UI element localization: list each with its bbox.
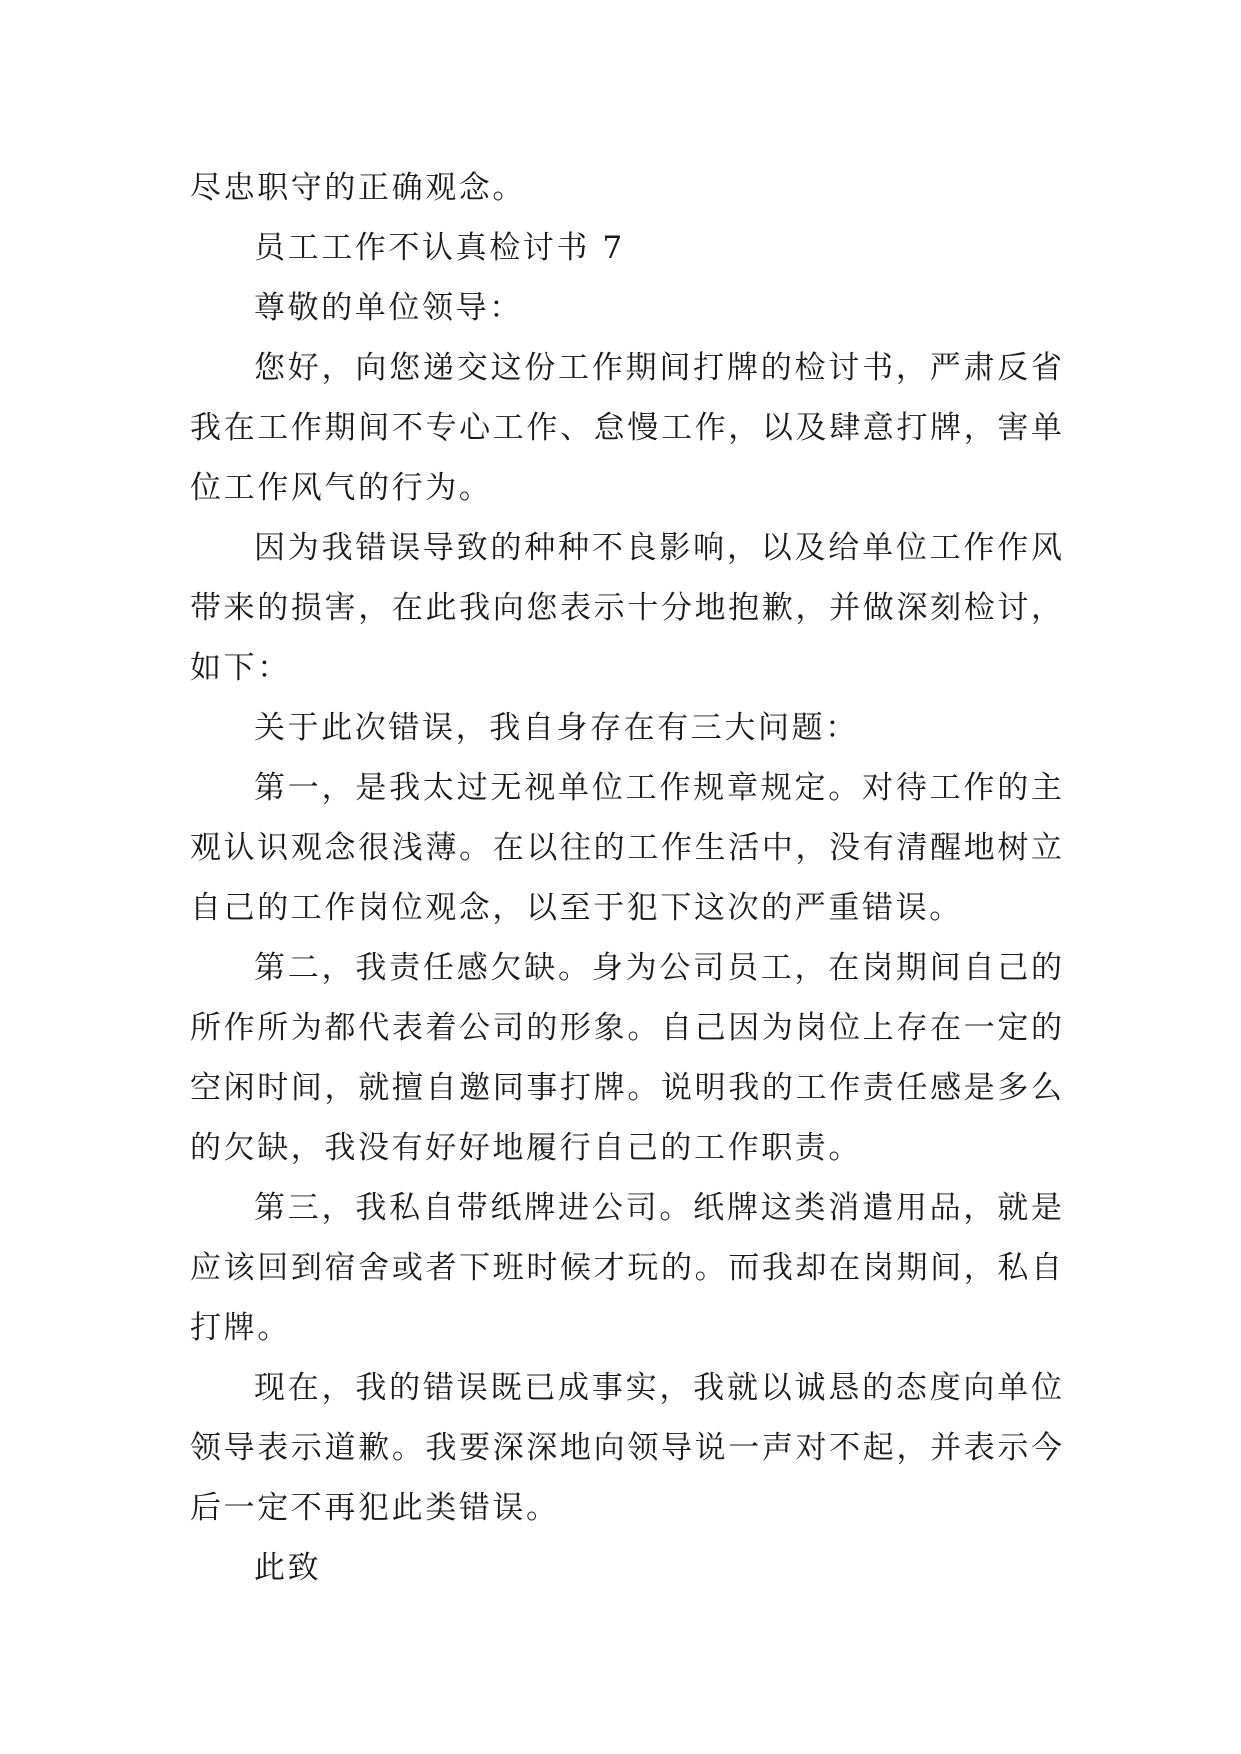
text-line: 应该回到宿舍或者下班时候才玩的。而我却在岗期间，私自: [190, 1250, 1062, 1286]
text-line: 空闲时间，就擅自邀同事打牌。说明我的工作责任感是多么: [190, 1070, 1062, 1106]
text-line: 打牌。: [190, 1310, 291, 1346]
section-heading: 员工工作不认真检讨书 7: [254, 230, 625, 266]
text-line: 现在，我的错误既已成事实，我就以诚恳的态度向单位: [254, 1370, 1062, 1406]
text-line: 的欠缺，我没有好好地履行自己的工作职责。: [190, 1130, 862, 1166]
text-line: 第一，是我太过无视单位工作规章规定。对待工作的主: [254, 770, 1062, 806]
text-line: 观认识观念很浅薄。在以往的工作生活中，没有清醒地树立: [190, 830, 1062, 866]
text-line: 后一定不再犯此类错误。: [190, 1490, 560, 1526]
text-line: 自己的工作岗位观念，以至于犯下这次的严重错误。: [190, 890, 963, 926]
text-line: 所作所为都代表着公司的形象。自己因为岗位上存在一定的: [190, 1010, 1062, 1046]
text-line: 第二，我责任感欠缺。身为公司员工，在岗期间自己的: [254, 950, 1062, 986]
text-line: 尽忠职守的正确观念。: [190, 170, 526, 206]
text-line: 关于此次错误，我自身存在有三大问题：: [254, 710, 859, 746]
document-body: [190, 158, 1062, 1598]
closing-line: 此致: [254, 1550, 322, 1586]
text-line: 位工作风气的行为。: [190, 470, 493, 506]
text-line: 我在工作期间不专心工作、怠慢工作，以及肆意打牌，害单: [190, 410, 1062, 446]
text-line: 带来的损害，在此我向您表示十分地抱歉，并做深刻检讨，: [190, 590, 1062, 626]
text-line: 您好，向您递交这份工作期间打牌的检讨书，严肃反省: [254, 350, 1062, 386]
text-line: 因为我错误导致的种种不良影响，以及给单位工作作风: [254, 530, 1062, 566]
salutation: 尊敬的单位领导：: [254, 290, 523, 326]
text-line: 领导表示道歉。我要深深地向领导说一声对不起，并表示今: [190, 1430, 1062, 1466]
text-line: 第三，我私自带纸牌进公司。纸牌这类消遣用品，就是: [254, 1190, 1062, 1226]
text-line: 如下：: [190, 650, 291, 686]
